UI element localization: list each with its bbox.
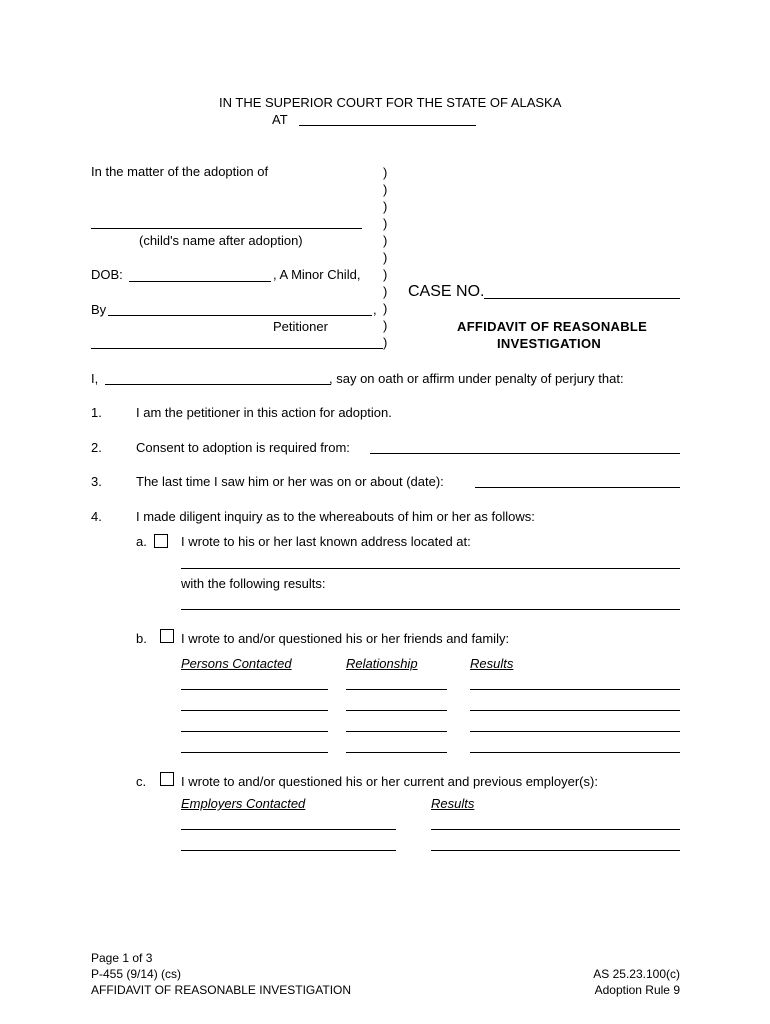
petitioner-label: Petitioner	[273, 319, 328, 334]
caption-paren: )	[383, 165, 388, 180]
caption-paren: )	[383, 301, 388, 316]
caption-paren: )	[383, 335, 388, 350]
caption-paren: )	[383, 199, 388, 214]
employer-result-field[interactable]	[431, 850, 680, 851]
affiant-name-field[interactable]	[105, 384, 331, 385]
sub-a-letter: a.	[136, 534, 147, 549]
person-contacted-field[interactable]	[181, 752, 328, 753]
child-name-label: (child's name after adoption)	[139, 233, 303, 248]
caption-paren: )	[383, 216, 388, 231]
by-comma: ,	[373, 302, 377, 317]
address-field[interactable]	[181, 568, 680, 569]
caption-paren: )	[383, 267, 388, 282]
employer-results-header: Results	[431, 796, 475, 811]
form-number: P-455 (9/14) (cs)	[91, 967, 182, 981]
person-result-field[interactable]	[470, 710, 680, 711]
sub-a-text: I wrote to his or her last known address located at:	[181, 534, 471, 549]
person-contacted-field[interactable]	[181, 731, 328, 732]
by-field[interactable]	[108, 315, 372, 316]
results-header: Results	[470, 656, 514, 671]
item-4-text: I made diligent inquiry as to the whereabouts of him or her as follows:	[136, 509, 535, 524]
person-contacted-field[interactable]	[181, 689, 328, 690]
minor-child-label: , A Minor Child,	[273, 267, 361, 282]
caption-paren: )	[383, 250, 388, 265]
item-3-text: The last time I saw him or her was on or about (date):	[136, 474, 444, 489]
item-1-text: I am the petitioner in this action for adoption.	[136, 405, 392, 420]
oath-prefix: I,	[91, 371, 99, 386]
relationship-field[interactable]	[346, 752, 447, 753]
case-no-label: CASE NO.	[408, 283, 485, 300]
relationship-field[interactable]	[346, 710, 447, 711]
caption-paren: )	[383, 318, 388, 333]
last-seen-date-field[interactable]	[475, 487, 680, 488]
caption-paren: )	[383, 284, 388, 299]
relationship-field[interactable]	[346, 689, 447, 690]
page-number: Page 1 of 3	[91, 951, 153, 965]
sub-b-checkbox[interactable]	[160, 629, 174, 643]
employer-result-field[interactable]	[431, 829, 680, 830]
relationship-field[interactable]	[346, 731, 447, 732]
title-line-2: INVESTIGATION	[497, 336, 602, 351]
caption-paren: )	[383, 182, 388, 197]
sub-c-letter: c.	[136, 774, 147, 789]
sub-c-text: I wrote to and/or questioned his or her current and previous employer(s):	[181, 774, 598, 789]
rule-reference: Adoption Rule 9	[594, 983, 680, 997]
person-result-field[interactable]	[470, 731, 680, 732]
person-result-field[interactable]	[470, 752, 680, 753]
address-results-field[interactable]	[181, 609, 680, 610]
item-1-number: 1.	[91, 405, 102, 420]
court-heading: IN THE SUPERIOR COURT FOR THE STATE OF ALASKA	[219, 95, 562, 110]
item-2-number: 2.	[91, 440, 102, 455]
child-name-field[interactable]	[91, 228, 362, 229]
caption-paren: )	[383, 233, 388, 248]
title-line-1: AFFIDAVIT OF REASONABLE	[457, 319, 648, 334]
employer-contacted-field[interactable]	[181, 829, 396, 830]
persons-contacted-header: Persons Contacted	[181, 656, 292, 671]
consent-from-field[interactable]	[370, 453, 680, 454]
employers-contacted-header: Employers Contacted	[181, 796, 306, 811]
matter-label: In the matter of the adoption of	[91, 164, 269, 179]
sub-c-checkbox[interactable]	[160, 772, 174, 786]
employer-contacted-field[interactable]	[181, 850, 396, 851]
dob-label: DOB:	[91, 267, 123, 282]
form-title: AFFIDAVIT OF REASONABLE INVESTIGATION	[91, 983, 352, 997]
sub-b-text: I wrote to and/or questioned his or her friends and family:	[181, 631, 510, 646]
by-label: By	[91, 302, 107, 317]
sub-a-results-label: with the following results:	[181, 576, 326, 591]
at-label: AT	[272, 112, 288, 127]
item-4-number: 4.	[91, 509, 102, 524]
petitioner-field[interactable]	[91, 348, 383, 349]
sub-b-letter: b.	[136, 631, 147, 646]
court-location-field[interactable]	[299, 125, 476, 126]
statute-reference: AS 25.23.100(c)	[593, 967, 680, 981]
person-contacted-field[interactable]	[181, 710, 328, 711]
item-3-number: 3.	[91, 474, 102, 489]
case-no-field[interactable]	[484, 298, 680, 299]
sub-a-checkbox[interactable]	[154, 534, 168, 548]
person-result-field[interactable]	[470, 689, 680, 690]
dob-field[interactable]	[129, 281, 271, 282]
oath-suffix: , say on oath or affirm under penalty of perjury that:	[329, 371, 624, 386]
relationship-header: Relationship	[346, 656, 418, 671]
item-2-text: Consent to adoption is required from:	[136, 440, 350, 455]
